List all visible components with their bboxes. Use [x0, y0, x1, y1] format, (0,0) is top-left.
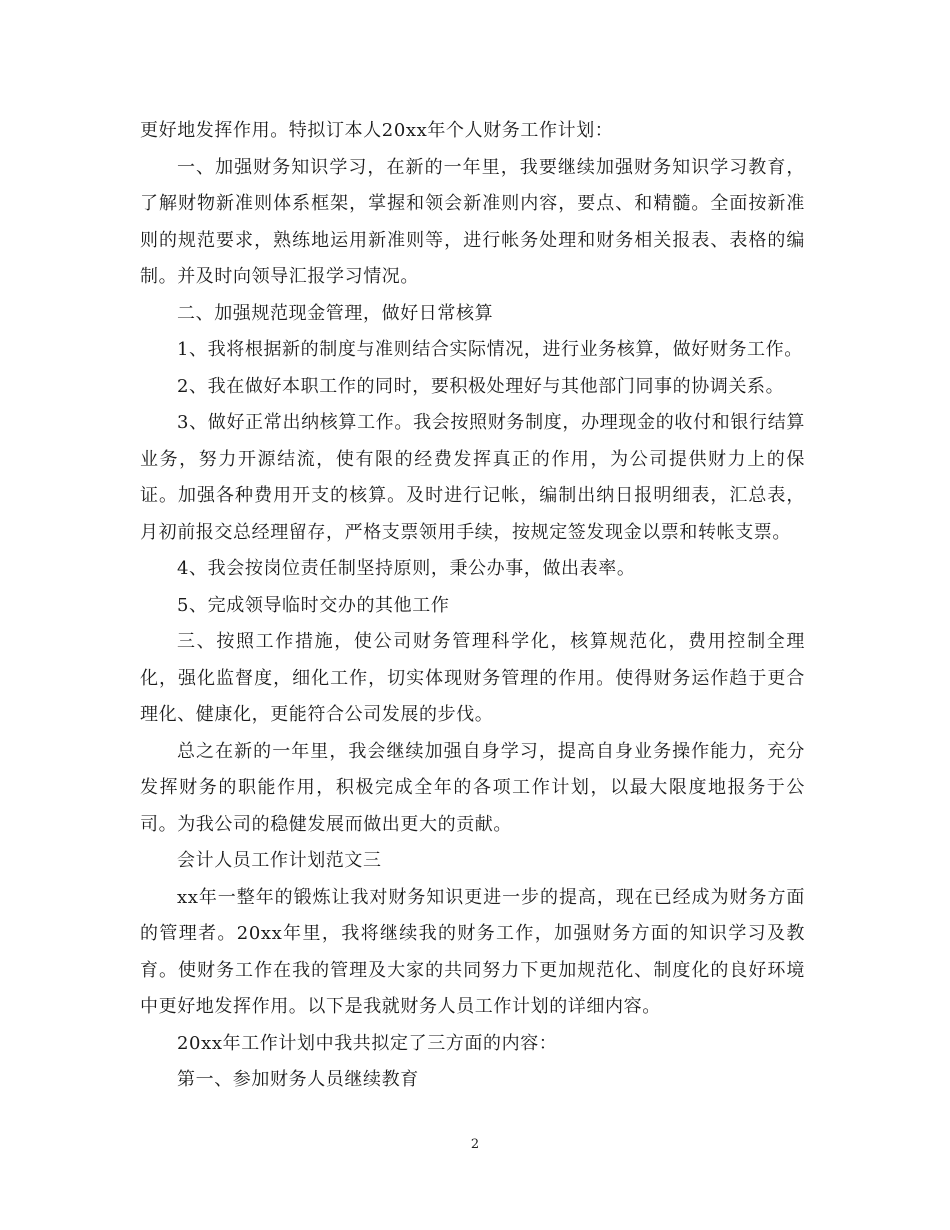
paragraph-section-one: 一、加强财务知识学习，在新的一年里，我要继续加强财务知识学习教育，了解财物新准则体系框架，掌握和领会新准则内容，要点、和精髓。全面按新准则的规范要求，熟练地运用新准则等，进行帐务处理和财务相关报表、表格的编制。并及时向领导汇报学习情况。 [140, 156, 805, 287]
paragraph-item-3: 3、做好正常出纳核算工作。我会按照财务制度，办理现金的收付和银行结算业务，努力开源结流，使有限的经费发挥真正的作用，为公司提供财力上的保证。加强各种费用开支的核算。及时进行记帐，编制出纳日报明细表，汇总表，月初前报交总经理留存，严格支票领用手续，按规定签发现金以票和转帐支票。 [140, 412, 805, 543]
paragraph-section-two-heading: 二、加强规范现金管理，做好日常核算 [177, 302, 494, 324]
paragraph-item-5: 5、完成领导临时交办的其他工作 [177, 594, 450, 616]
paragraph-intro: xx年一整年的锻炼让我对财务知识更进一步的提高，现在已经成为财务方面的管理者。20xx年里，我将继续我的财务工作，加强财务方面的知识学习及教育。使财务工作在我的管理及大家的共同努力下更加规范化、制度化的良好环境中更好地发挥作用。以下是我就财务人员工作计划的详细内容。 [140, 886, 805, 1017]
page-number: 2 [470, 1137, 480, 1152]
paragraph-continuation: 更好地发挥作用。特拟订本人20xx年个人财务工作计划： [140, 120, 614, 141]
paragraph-first-point: 第一、参加财务人员继续教育 [177, 1069, 419, 1090]
paragraph-conclusion: 总之在新的一年里，我会继续加强自身学习，提高自身业务操作能力，充分发挥财务的职能作用，积极完成全年的各项工作计划，以最大限度地报务于公司。为我公司的稳健发展而做出更大的贡献。 [140, 740, 805, 835]
paragraph-item-1: 1、我将根据新的制度与准则结合实际情况，进行业务核算，做好财务工作。 [177, 339, 803, 360]
section-heading: 会计人员工作计划范文三 [177, 850, 382, 871]
paragraph-item-2: 2、我在做好本职工作的同时，要积极处理好与其他部门同事的协调关系。 [177, 375, 785, 397]
paragraph-item-4: 4、我会按岗位责任制坚持原则，秉公办事，做出表率。 [177, 558, 636, 579]
paragraph-plan-summary: 20xx年工作计划中我共拟定了三方面的内容： [177, 1032, 558, 1054]
paragraph-section-three: 三、按照工作措施，使公司财务管理科学化，核算规范化，费用控制全理化，强化监督度，细化工作，切实体现财务管理的作用。使得财务运作趋于更合理化、健康化，更能符合公司发展的步伐。 [140, 631, 805, 725]
document-body [140, 113, 805, 1099]
